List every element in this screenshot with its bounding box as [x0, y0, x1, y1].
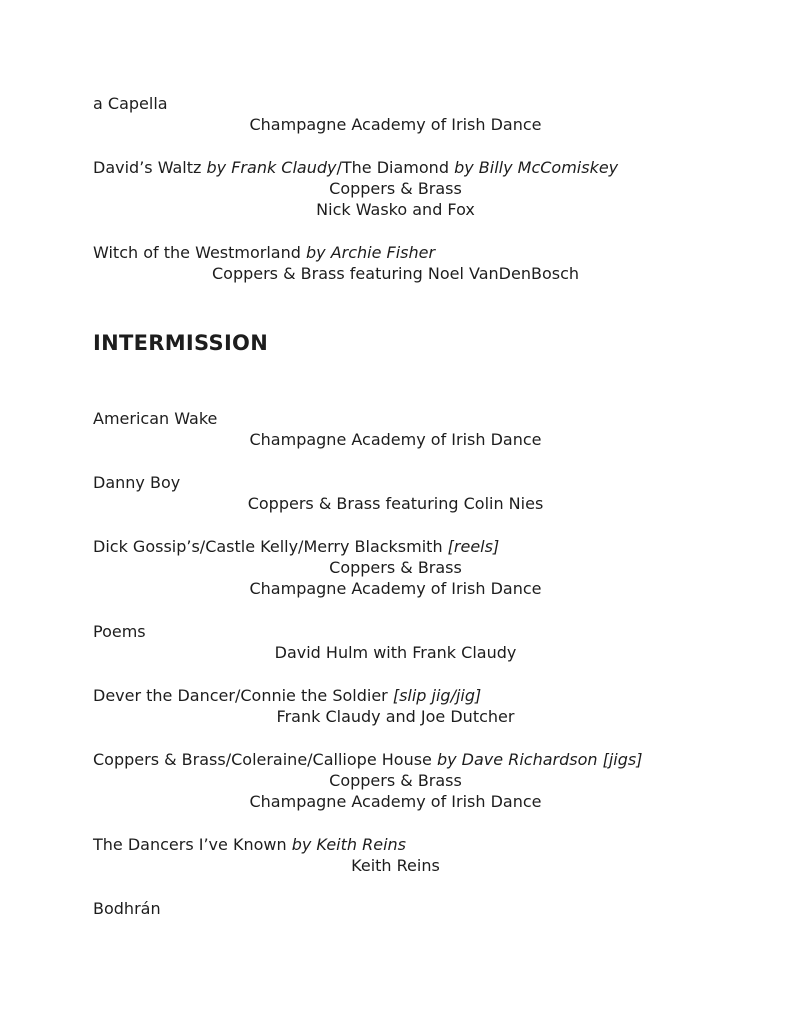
program-item — [93, 621, 698, 663]
title-segment-italic: by Keith Reins — [291, 835, 406, 854]
title-segment: Coppers & Brass/Coleraine/Calliope House — [93, 750, 437, 769]
song-title — [93, 685, 698, 706]
title-segment: The Dancers I’ve Known — [93, 835, 292, 854]
title-segment-italic: by Dave Richardson [jigs] — [436, 750, 643, 769]
title-segment: /The Diamond — [336, 158, 455, 177]
program-item — [93, 898, 698, 919]
performer-line: Coppers & Brass — [329, 771, 462, 790]
performer-line: Coppers & Brass featuring Noel VanDenBosch — [211, 264, 580, 283]
title-segment: David’s Waltz — [93, 158, 207, 177]
song-title — [93, 408, 698, 429]
performer-line: Champagne Academy of Irish Dance — [249, 792, 542, 811]
title-segment-italic: by Archie Fisher — [305, 243, 436, 262]
song-title — [93, 93, 698, 114]
program-item — [93, 749, 698, 812]
song-title — [93, 834, 698, 855]
song-title — [93, 157, 698, 178]
title-segment: a Capella — [93, 94, 168, 113]
title-segment-italic: [slip jig/jig] — [392, 686, 482, 705]
title-segment-italic: by Frank Claudy — [206, 158, 337, 177]
performer-line: Coppers & Brass featuring Colin Nies — [247, 494, 544, 513]
performer-line: Frank Claudy and Joe Dutcher — [276, 707, 515, 726]
program-item — [93, 472, 698, 514]
title-segment-italic: [reels] — [447, 537, 500, 556]
performer-line: Keith Reins — [351, 856, 440, 875]
intermission-heading: INTERMISSION — [93, 331, 269, 355]
program-item — [93, 157, 698, 220]
title-segment: American Wake — [93, 409, 218, 428]
program-item — [93, 834, 698, 876]
title-segment: Bodhrán — [93, 899, 161, 918]
song-title — [93, 749, 698, 770]
program-item — [93, 408, 698, 450]
title-segment: Danny Boy — [93, 473, 181, 492]
performer-line: Champagne Academy of Irish Dance — [249, 579, 542, 598]
song-title — [93, 898, 698, 919]
title-segment: Poems — [93, 622, 146, 641]
performer-line: Champagne Academy of Irish Dance — [249, 115, 542, 134]
song-title — [93, 536, 698, 557]
program-item — [93, 242, 698, 284]
performer-line: Coppers & Brass — [329, 179, 462, 198]
song-title — [93, 472, 698, 493]
performer-line: Coppers & Brass — [329, 558, 462, 577]
program-item — [93, 536, 698, 599]
performer-line: Champagne Academy of Irish Dance — [249, 430, 542, 449]
title-segment: Witch of the Westmorland — [93, 243, 306, 262]
title-segment-italic: by Billy McComiskey — [454, 158, 619, 177]
performer-line: David Hulm with Frank Claudy — [274, 643, 517, 662]
song-title — [93, 621, 698, 642]
title-segment: Dick Gossip’s/Castle Kelly/Merry Blacksmith — [93, 537, 448, 556]
program-content — [93, 0, 698, 941]
title-segment: Dever the Dancer/Connie the Soldier — [93, 686, 393, 705]
song-title — [93, 242, 698, 263]
program-item — [93, 93, 698, 135]
performer-line: Nick Wasko and Fox — [316, 200, 475, 219]
program-item — [93, 685, 698, 727]
